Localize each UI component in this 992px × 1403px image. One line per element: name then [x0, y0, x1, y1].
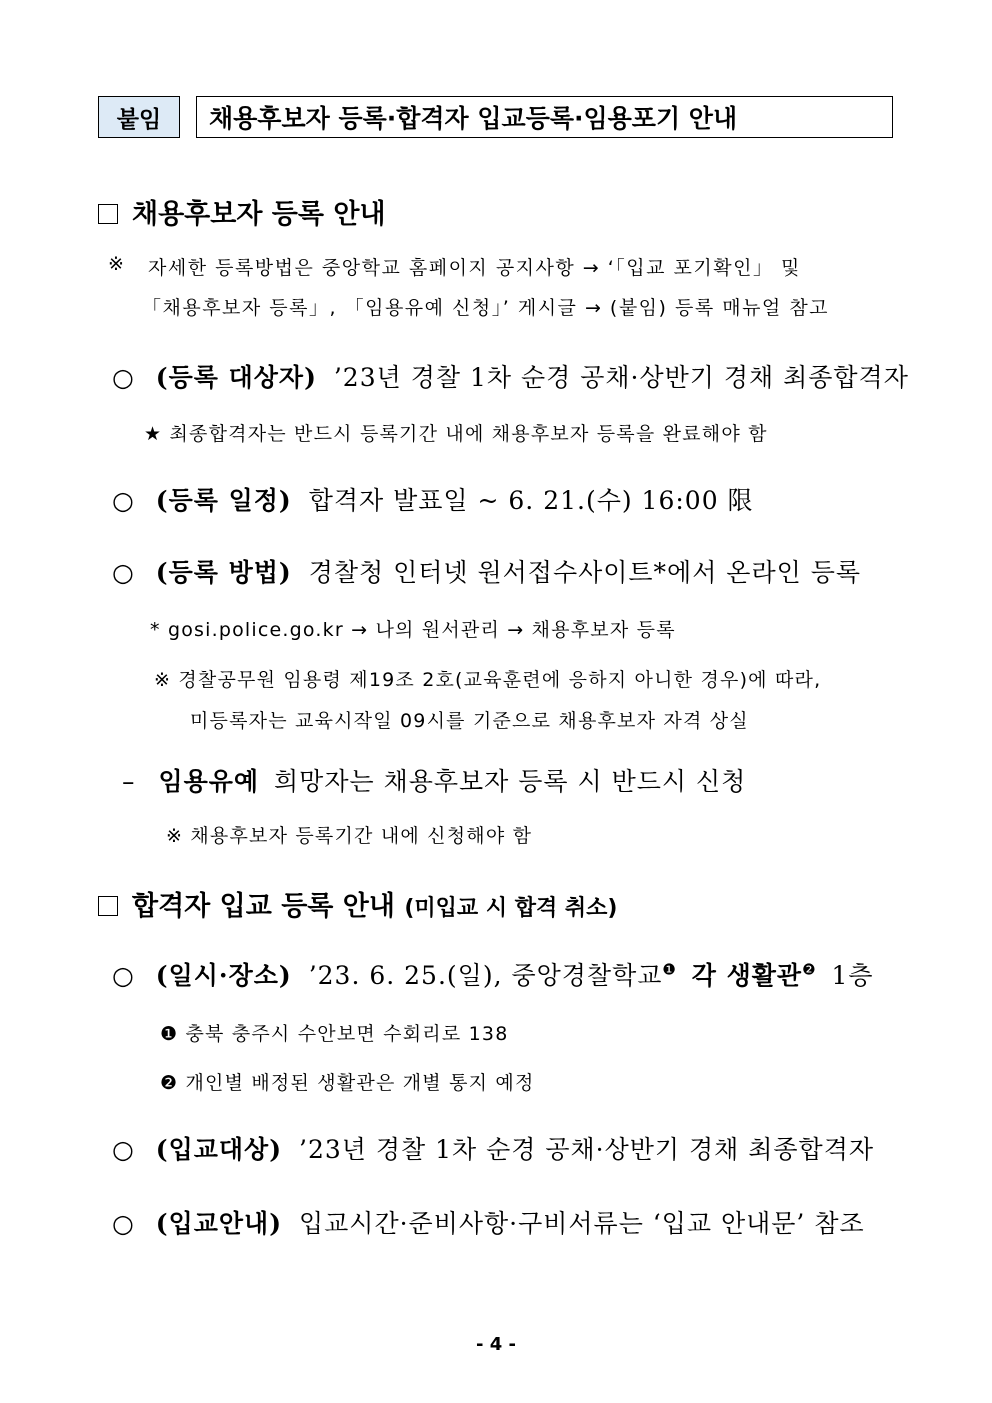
item-text: ’23년 경찰 1차 순경 공채·상반기 경채 최종합격자: [333, 363, 909, 392]
law-note-line1: ※ 경찰공무원 임용령 제19조 2호(교육훈련에 응하지 아니한 경우)에 따라,: [154, 669, 822, 691]
item-label: (등록 일정): [155, 486, 292, 515]
list-item-method: [112, 553, 861, 589]
item-label: (일시·장소): [155, 961, 292, 990]
item-label: (입교대상): [155, 1135, 283, 1164]
section2-heading-small: (미입교 시 합격 취소): [404, 896, 618, 921]
list-item-target: [112, 358, 909, 394]
dormitory-note: ❷ 개인별 배정된 생활관은 개별 통지 예정: [160, 1072, 535, 1094]
item-text: 입교시간·준비사항·구비서류는 ‘입교 안내문’ 참조: [299, 1209, 865, 1238]
document-title: 채용후보자 등록·합격자 입교등록·임용포기 안내: [196, 96, 893, 138]
deferral-text: 희망자는 채용후보자 등록 시 반드시 신청: [274, 767, 747, 796]
deferral-label: 임용유예: [158, 767, 260, 796]
bullet-circle: ○: [112, 1135, 135, 1164]
footnote-marker-1: ❶: [662, 960, 677, 979]
reference-mark: ※: [108, 253, 126, 275]
bullet-circle: ○: [112, 486, 135, 515]
page-number: - 4 -: [476, 1334, 516, 1355]
address-note: ❶ 충북 충주시 수안보면 수회리로 138: [160, 1023, 509, 1045]
floor-text: 1층: [831, 961, 874, 990]
site-address-note: * gosi.police.go.kr → 나의 원서관리 → 채용후보자 등록: [150, 619, 676, 641]
bullet-circle: ○: [112, 558, 135, 587]
star-note: ★ 최종합격자는 반드시 등록기간 내에 채용후보자 등록을 완료해야 함: [144, 423, 768, 445]
item-label: (등록 대상자): [155, 363, 317, 392]
list-item-date-place: [112, 956, 874, 992]
bullet-circle: ○: [112, 961, 135, 990]
item-text: ’23. 6. 25.(일), 중앙경찰학교: [308, 961, 663, 990]
item-text: ’23년 경찰 1차 순경 공채·상반기 경채 최종합격자: [299, 1135, 874, 1164]
bullet-circle: ○: [112, 1209, 135, 1238]
item-text: 합격자 발표일 ~ 6. 21.(수) 16:00 限: [308, 486, 754, 515]
list-item-entry-target: [112, 1130, 874, 1166]
list-item-schedule: [112, 481, 754, 517]
section2-heading: [98, 884, 617, 923]
item-label: (입교안내): [155, 1209, 283, 1238]
deferral-item: [122, 762, 746, 798]
attachment-tag: 붙임: [98, 96, 180, 138]
footnote-marker-2: ❷: [802, 960, 817, 979]
item-text: 경찰청 인터넷 원서접수사이트*에서 온라인 등록: [308, 558, 861, 587]
dormitory-text: 각 생활관: [691, 961, 803, 990]
dash-bullet: –: [122, 767, 136, 796]
item-label: (등록 방법): [155, 558, 292, 587]
law-note-line2: 미등록자는 교육시작일 09시를 기준으로 채용후보자 자격 상실: [190, 710, 749, 732]
guide-note-line2: 「채용후보자 등록」, 「임용유예 신청」’ 게시글 → (붙임) 등록 매뉴얼 참고: [142, 297, 830, 319]
checkbox-square-icon: [98, 896, 118, 916]
section1-heading-text: 채용후보자 등록 안내: [132, 199, 386, 230]
deferral-note: ※ 채용후보자 등록기간 내에 신청해야 함: [166, 825, 533, 847]
checkbox-square-icon: [98, 204, 118, 224]
section1-heading: [98, 192, 386, 231]
guide-note-line1: 자세한 등록방법은 중앙학교 홈페이지 공지사항 → ‘「입교 포기확인」 및: [148, 257, 801, 279]
section2-heading-text: 합격자 입교 등록 안내: [132, 891, 395, 922]
bullet-circle: ○: [112, 363, 135, 392]
list-item-entry-guide: [112, 1204, 865, 1240]
